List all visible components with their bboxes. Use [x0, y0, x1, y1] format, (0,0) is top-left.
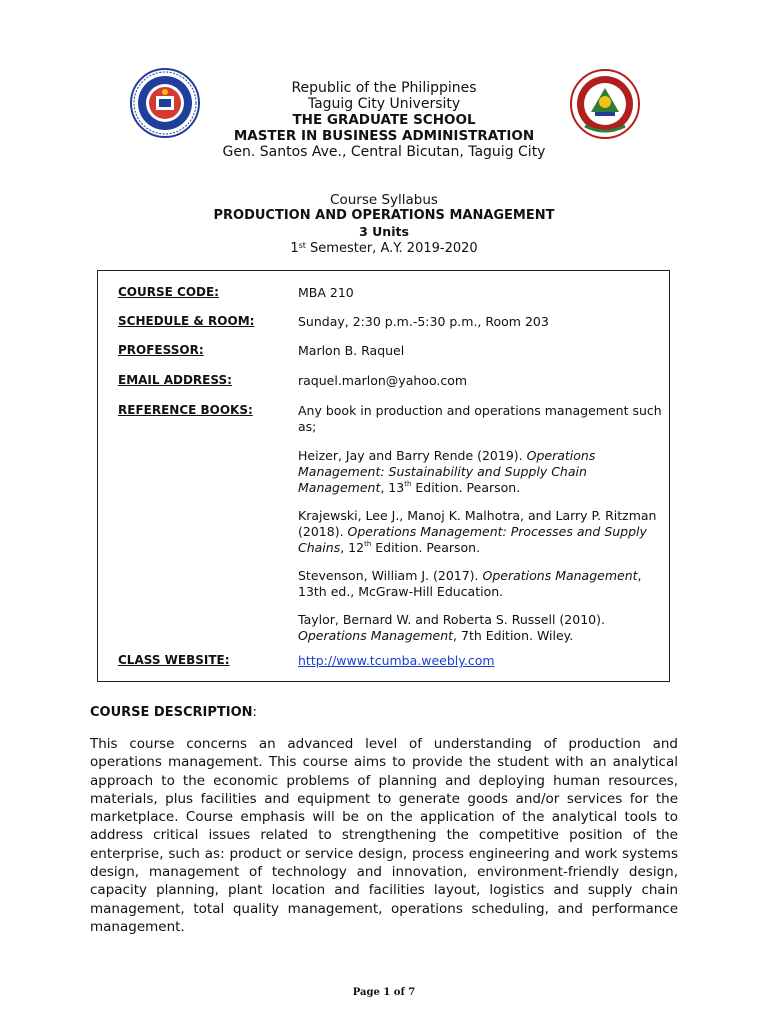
course-description-heading: COURSE DESCRIPTION:	[90, 705, 257, 720]
course-units: 3 Units	[359, 224, 409, 239]
email-value[interactable]: raquel.marlon@yahoo.com	[298, 373, 468, 388]
course-description-body: This course concerns an advanced level of understanding of production and operations management. This course aims to provide the student with an analytical approach to the economic problems of planning and deploying human resources, materials, plus facilities and equipment to generate goods and/or services for the marketplace. Course emphasis will be on the application of the analytical tools to address critical issues related to strengthening the competitive position of the enterprise, such as: product or service design, process engineering and work systems design, management of technology and innovation, environment-friendly design, capacity planning, plant location and facilities layout, logistics and supply chain management, total quality management, operations scheduling, and performance management.	[90, 736, 678, 935]
professor-value: Marlon B. Raquel	[298, 343, 405, 358]
institution-header	[0, 80, 768, 160]
reference-books-list	[298, 403, 663, 644]
course-code-value: MBA 210	[298, 285, 354, 300]
class-website-label: CLASS WEBSITE:	[118, 653, 230, 667]
semester-line: 1st Semester, A.Y. 2019-2020	[290, 241, 478, 256]
page-number: Page 1 of 7	[352, 987, 416, 998]
schedule-value: Sunday, 2:30 p.m.-5:30 p.m., Room 203	[298, 314, 549, 329]
reference-books-label: REFERENCE BOOKS:	[118, 403, 253, 417]
reference-book-1: Heizer, Jay and Barry Rende (2019). Operations Management: Sustainability and Supply Chain Management, 13th Edition. Pearson.	[298, 448, 596, 495]
graduate-school-line: THE GRADUATE SCHOOL	[292, 112, 476, 128]
professor-label: PROFESSOR:	[118, 343, 204, 357]
schedule-label: SCHEDULE & ROOM:	[118, 314, 255, 328]
books-intro: Any book in production and operations management such as;	[298, 403, 662, 434]
course-heading	[0, 192, 768, 257]
republic-line: Republic of the Philippines	[291, 80, 477, 96]
email-label: EMAIL ADDRESS:	[118, 373, 232, 387]
university-line: Taguig City University	[307, 96, 461, 112]
program-line: MASTER IN BUSINESS ADMINISTRATION	[233, 128, 535, 144]
course-code-label: COURSE CODE:	[118, 285, 219, 299]
reference-book-4: Taylor, Bernard W. and Roberta S. Russell (2010). Operations Management, 7th Edition. Wiley.	[298, 612, 605, 643]
reference-book-3: Stevenson, William J. (2017). Operations Management, 13th ed., McGraw-Hill Education.	[298, 568, 642, 599]
course-title: PRODUCTION AND OPERATIONS MANAGEMENT	[213, 208, 555, 223]
address-line: Gen. Santos Ave., Central Bicutan, Taguig City	[222, 144, 546, 160]
syllabus-label: Course Syllabus	[330, 192, 438, 208]
course-info-box	[97, 270, 670, 682]
reference-book-2: Krajewski, Lee J., Manoj K. Malhotra, and Larry P. Ritzman (2018). Operations Management: Processes and Supply Chains, 12th Edition. Pearson.	[298, 508, 657, 555]
class-website-link[interactable]: http://www.tcumba.weebly.com	[298, 653, 495, 668]
